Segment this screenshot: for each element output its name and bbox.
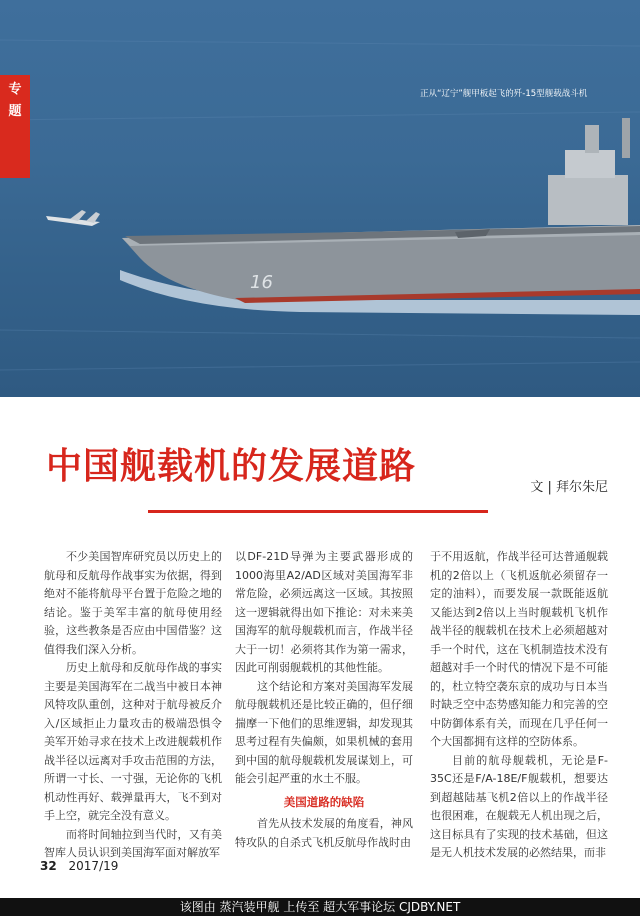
- hero-photo: [0, 0, 640, 397]
- article-title: 中国舰载机的发展道路: [46, 446, 417, 487]
- paragraph: 不少美国智库研究员以历史上的航母和反航母作战事实为依据，得到绝对不能将航母平台置于危险之地的结论。鉴于美军丰富的航母使用经验，这些教条是否应由中国借鉴？这值得我们深入分析。: [44, 550, 222, 656]
- column-1: [44, 548, 222, 863]
- section-label-char: 专: [8, 82, 22, 97]
- paragraph: 这个结论和方案对美国海军发展航母舰载机还是比较正确的，但仔细揣摩一下他们的思维逻辑，却发现其思考过程有失偏颇，如果机械的套用到中国的航母舰载机发展谋划上，可能会引起严重的水土不服。: [235, 679, 413, 785]
- section-tab: [0, 75, 30, 178]
- paragraph: 历史上航母和反航母作战的事实主要是美国海军在二战当中被日本神风特攻队重创，这种对于航母被反介入/区域拒止力量攻击的极端恐惧令美军开始寻求在技术上改进舰载机作战半径以远离对手攻击范围的方法，所谓一寸长、一寸强，无论你的飞机机动性再好、载弹量再大，飞不到对手上空，就完全没有意义。: [44, 661, 222, 822]
- page-footer: [40, 859, 118, 873]
- title-divider: [148, 510, 488, 513]
- byline: 文 | 拜尔朱尼: [530, 480, 608, 495]
- paragraph: 目前的航母舰载机，无论是F-35C还是F/A-18E/F舰载机，想要达到超越陆基飞机2倍以上的作战半径也很困难，在舰载无人机出现之后，这目标具有了实现的技术基础，但这是无人机技术发展的必然结果，而非: [430, 753, 608, 859]
- column-3: [430, 548, 608, 863]
- paragraph: 而将时间轴拉到当代时，又有美智库人员认识到美国海军面对解放军: [44, 827, 222, 859]
- section-label-char: 题: [8, 104, 22, 119]
- paragraph: 首先从技术发展的角度看，神风特攻队的自杀式飞机反航母作战时由: [235, 817, 413, 849]
- jet-icon: [46, 210, 100, 226]
- subheading: 美国道路的缺陷: [283, 794, 365, 809]
- photo-caption: 正从“辽宁”舰甲板起飞的歼-15型舰载战斗机: [420, 89, 588, 99]
- hull-number: 16: [250, 272, 273, 293]
- carrier-illustration: [0, 0, 640, 397]
- paragraph: 于不用返航，作战半径可达普通舰载机的2倍以上（飞机返航必须留存一定的油料），而要发展一款既能返航又能达到2倍以上当时舰载机飞机作战半径的舰载机在技术上必须超越对手一个时代，这在飞机制造技术没有超越对手一个时代的情况下是不可能的，杜立特空袭东京的成功与日本当时缺乏空中态势感知能力和完善的空中防御体系有关，而现在几乎任何一个大国都拥有这样的空防体系。: [430, 550, 608, 748]
- issue-number: 2017/19: [68, 859, 119, 873]
- column-2: [235, 548, 413, 852]
- source-bar: 该图由 蒸汽装甲舰 上传至 超大军事论坛 CJDBY.NET: [0, 898, 640, 916]
- page-number: 32: [40, 859, 57, 873]
- paragraph: 以DF-21D导弹为主要武器形成的1000海里A2/AD区域对美国海军非常危险，必须远离这一区域。其按照这一逻辑就得出如下推论：对未来美国海军的航母舰载机而言，作战半径大于一切！必须将其作为第一需求，因此可削弱舰载机的其他性能。: [235, 550, 413, 674]
